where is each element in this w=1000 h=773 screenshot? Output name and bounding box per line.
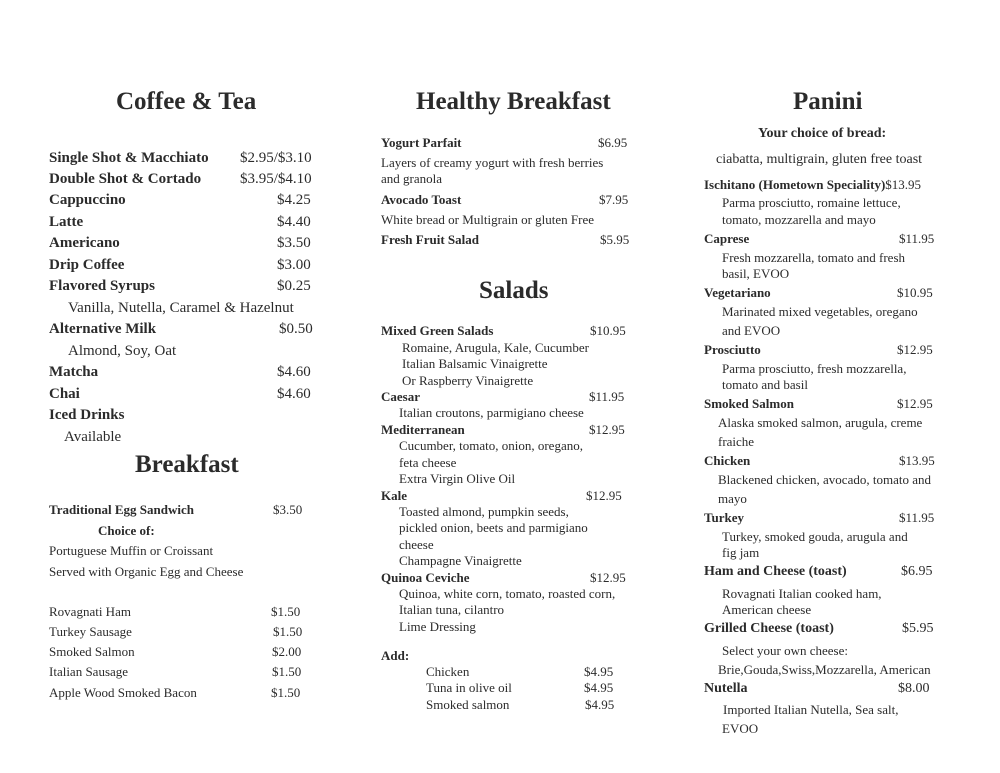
menu-item-desc: basil, EVOO [722, 266, 790, 281]
menu-item-name [704, 177, 921, 193]
menu-item-name: Alternative Milk [49, 321, 157, 337]
menu-item-name: Avocado Toast [381, 192, 462, 207]
menu-item-desc: Champagne Vinaigrette [399, 553, 522, 568]
menu-item-desc: Italian tuna, cilantro [399, 602, 505, 617]
menu-item-name: Double Shot & Cortado [49, 171, 202, 187]
menu-item-price: $3.50 [277, 235, 311, 251]
menu-item-desc: Almond, Soy, Oat [68, 343, 177, 359]
menu-item-price: $6.95 [598, 135, 628, 150]
menu-item-price: $12.95 [590, 570, 626, 585]
menu-item-price: $13.95 [899, 453, 935, 468]
addon-price: $1.50 [273, 624, 303, 639]
menu-item-name: Iced Drinks [49, 407, 125, 423]
menu-item-desc: Layers of creamy yogurt with fresh berries [381, 155, 604, 170]
menu-item-name: Nutella [704, 681, 748, 696]
menu-item-price: $4.60 [277, 364, 311, 380]
menu-item-price: $12.95 [589, 422, 625, 437]
menu-item-name: Americano [49, 235, 120, 251]
menu-item-desc: tomato and basil [722, 377, 808, 392]
menu-item-desc: Blackened chicken, avocado, tomato and [718, 472, 931, 487]
menu-item-desc: mayo [718, 491, 747, 506]
menu-item-price: $3.00 [277, 257, 311, 273]
menu-item-name: Chicken [704, 453, 751, 468]
healthy-title: Healthy Breakfast [416, 88, 611, 115]
addon-price: $4.95 [585, 697, 615, 712]
menu-item-desc: Brie,Gouda,Swiss,Mozzarella, American [718, 662, 931, 677]
menu-item-name: Caprese [704, 231, 750, 246]
menu-item-name-part: Hometown Speciality [762, 177, 881, 192]
menu-item-name-part: Ischitano ( [704, 177, 763, 192]
menu-item-name: Yogurt Parfait [381, 135, 462, 150]
menu-item-name: Smoked Salmon [704, 396, 794, 411]
menu-item-price: $3.50 [273, 502, 303, 517]
addon-name: Rovagnati Ham [49, 604, 131, 619]
menu-item-price: $7.95 [599, 192, 629, 207]
menu-item-name: Drip Coffee [49, 257, 125, 273]
menu-item-desc: Imported Italian Nutella, Sea salt, [723, 702, 899, 717]
menu-item-desc: Select your own cheese: [722, 643, 848, 658]
menu-item-name: Grilled Cheese (toast) [704, 621, 834, 636]
menu-item-name: Caesar [381, 389, 420, 404]
menu-item-price: $4.40 [277, 214, 311, 230]
addon-price: $2.00 [272, 644, 302, 659]
menu-item-desc: Vanilla, Nutella, Caramel & Hazelnut [68, 300, 294, 316]
menu-item-price: $11.95 [899, 231, 935, 246]
menu-item-desc: Toasted almond, pumpkin seeds, [399, 504, 569, 519]
menu-item-desc: American cheese [722, 602, 812, 617]
salads-title: Salads [479, 277, 549, 304]
menu-item-price: $0.50 [279, 321, 313, 337]
menu-item-desc: and EVOO [722, 323, 781, 338]
menu-item-desc: Available [64, 429, 122, 445]
menu-item-price: $13.95 [885, 177, 922, 192]
menu-item-price: $3.95/$4.10 [240, 171, 312, 187]
menu-item-price: $5.95 [902, 621, 934, 636]
menu-item-name: Fresh Fruit Salad [381, 232, 479, 247]
menu-item-desc: EVOO [722, 721, 759, 736]
addon-price: $4.95 [584, 664, 614, 679]
menu-item-price: $12.95 [897, 342, 933, 357]
panini-title: Panini [793, 88, 863, 115]
menu-item-price: $5.95 [600, 232, 630, 247]
menu-item-desc: Quinoa, white corn, tomato, roasted corn, [399, 586, 616, 601]
breakfast-title: Breakfast [135, 451, 239, 478]
menu-item-desc: cheese [399, 537, 434, 552]
menu-item-name: Vegetariano [704, 285, 771, 300]
menu-item-desc: White bread or Multigrain or gluten Free [381, 212, 594, 227]
menu-item-price: $11.95 [589, 389, 625, 404]
menu-item-desc: Turkey, smoked gouda, arugula and [722, 529, 908, 544]
menu-item-desc: Fresh mozzarella, tomato and fresh [722, 250, 906, 265]
menu-item-desc: pickled onion, beets and parmigiano [399, 520, 588, 535]
menu-item-price: $0.25 [277, 278, 311, 294]
menu-item-price: $12.95 [586, 488, 622, 503]
addon-price: $1.50 [271, 685, 301, 700]
menu-item-name: Latte [49, 214, 84, 230]
addon-name: Smoked Salmon [49, 644, 135, 659]
addon-name: Tuna in olive oil [426, 680, 512, 695]
menu-item-desc: Parma prosciutto, fresh mozzarella, [722, 361, 907, 376]
addon-name: Turkey Sausage [49, 624, 132, 639]
menu-item-desc: feta cheese [399, 455, 457, 470]
menu-item-desc: Italian croutons, parmigiano cheese [399, 405, 584, 420]
menu-item-desc: Marinated mixed vegetables, oregano [722, 304, 918, 319]
menu-item-desc: Parma prosciutto, romaine lettuce, [722, 195, 901, 210]
menu-item-desc: Lime Dressing [399, 619, 476, 634]
menu-item-desc: Extra Virgin Olive Oil [399, 471, 516, 486]
menu-item-name: Kale [381, 488, 407, 503]
menu-item-desc: Alaska smoked salmon, arugula, creme [718, 415, 923, 430]
menu-item-name: Ham and Cheese (toast) [704, 564, 847, 579]
menu-item-name: Prosciutto [704, 342, 761, 357]
addon-name: Chicken [426, 664, 470, 679]
menu-item-desc: fig jam [722, 545, 760, 560]
menu-item-desc: tomato, mozzarella and mayo [722, 212, 876, 227]
menu-item-name: Mixed Green Salads [381, 323, 494, 338]
menu-item-name: Single Shot & Macchiato [49, 150, 209, 166]
menu-item-price: $10.95 [897, 285, 933, 300]
menu-item-desc: fraiche [718, 434, 755, 449]
menu-item-desc: Portuguese Muffin or Croissant [49, 543, 214, 558]
menu-item-name: Mediterranean [381, 422, 465, 437]
addon-name: Apple Wood Smoked Bacon [49, 685, 197, 700]
menu-item-name: Chai [49, 386, 80, 402]
menu-item-name: Traditional Egg Sandwich [49, 502, 194, 517]
choice-label: Choice of: [98, 523, 155, 538]
menu-item-name: Flavored Syrups [49, 278, 155, 294]
menu-item-name: Quinoa Ceviche [381, 570, 470, 585]
menu-item-price: $4.60 [277, 386, 311, 402]
addon-price: $4.95 [584, 680, 614, 695]
addon-name: Smoked salmon [426, 697, 510, 712]
menu-item-name-part: ) [880, 177, 886, 192]
add-label: Add: [381, 648, 410, 663]
menu-item-name: Turkey [704, 510, 744, 525]
menu-item-desc: Served with Organic Egg and Cheese [49, 564, 244, 579]
menu-item-price: $6.95 [901, 564, 933, 579]
menu-item-price: $8.00 [898, 681, 930, 696]
menu-item-price: $4.25 [277, 192, 311, 208]
menu-item-price: $12.95 [897, 396, 933, 411]
menu-item-desc: Or Raspberry Vinaigrette [402, 373, 534, 388]
addon-price: $1.50 [272, 664, 302, 679]
menu-item-price: $11.95 [899, 510, 935, 525]
menu-item-price: $2.95/$3.10 [240, 150, 312, 166]
menu-item-name: Matcha [49, 364, 99, 380]
addon-name: Italian Sausage [49, 664, 129, 679]
menu-item-desc: and granola [381, 171, 443, 186]
menu-item-desc: Rovagnati Italian cooked ham, [722, 586, 882, 601]
coffee-title: Coffee & Tea [116, 88, 257, 115]
menu-item-desc: Romaine, Arugula, Kale, Cucumber [402, 340, 590, 355]
addon-price: $1.50 [271, 604, 301, 619]
menu-item-desc: Italian Balsamic Vinaigrette [402, 356, 548, 371]
menu-item-name: Cappuccino [49, 192, 126, 208]
bread-choice-label: Your choice of bread: [758, 126, 887, 141]
bread-options: ciabatta, multigrain, gluten free toast [716, 152, 923, 167]
menu-item-price: $10.95 [590, 323, 626, 338]
menu-item-desc: Cucumber, tomato, onion, oregano, [399, 438, 583, 453]
